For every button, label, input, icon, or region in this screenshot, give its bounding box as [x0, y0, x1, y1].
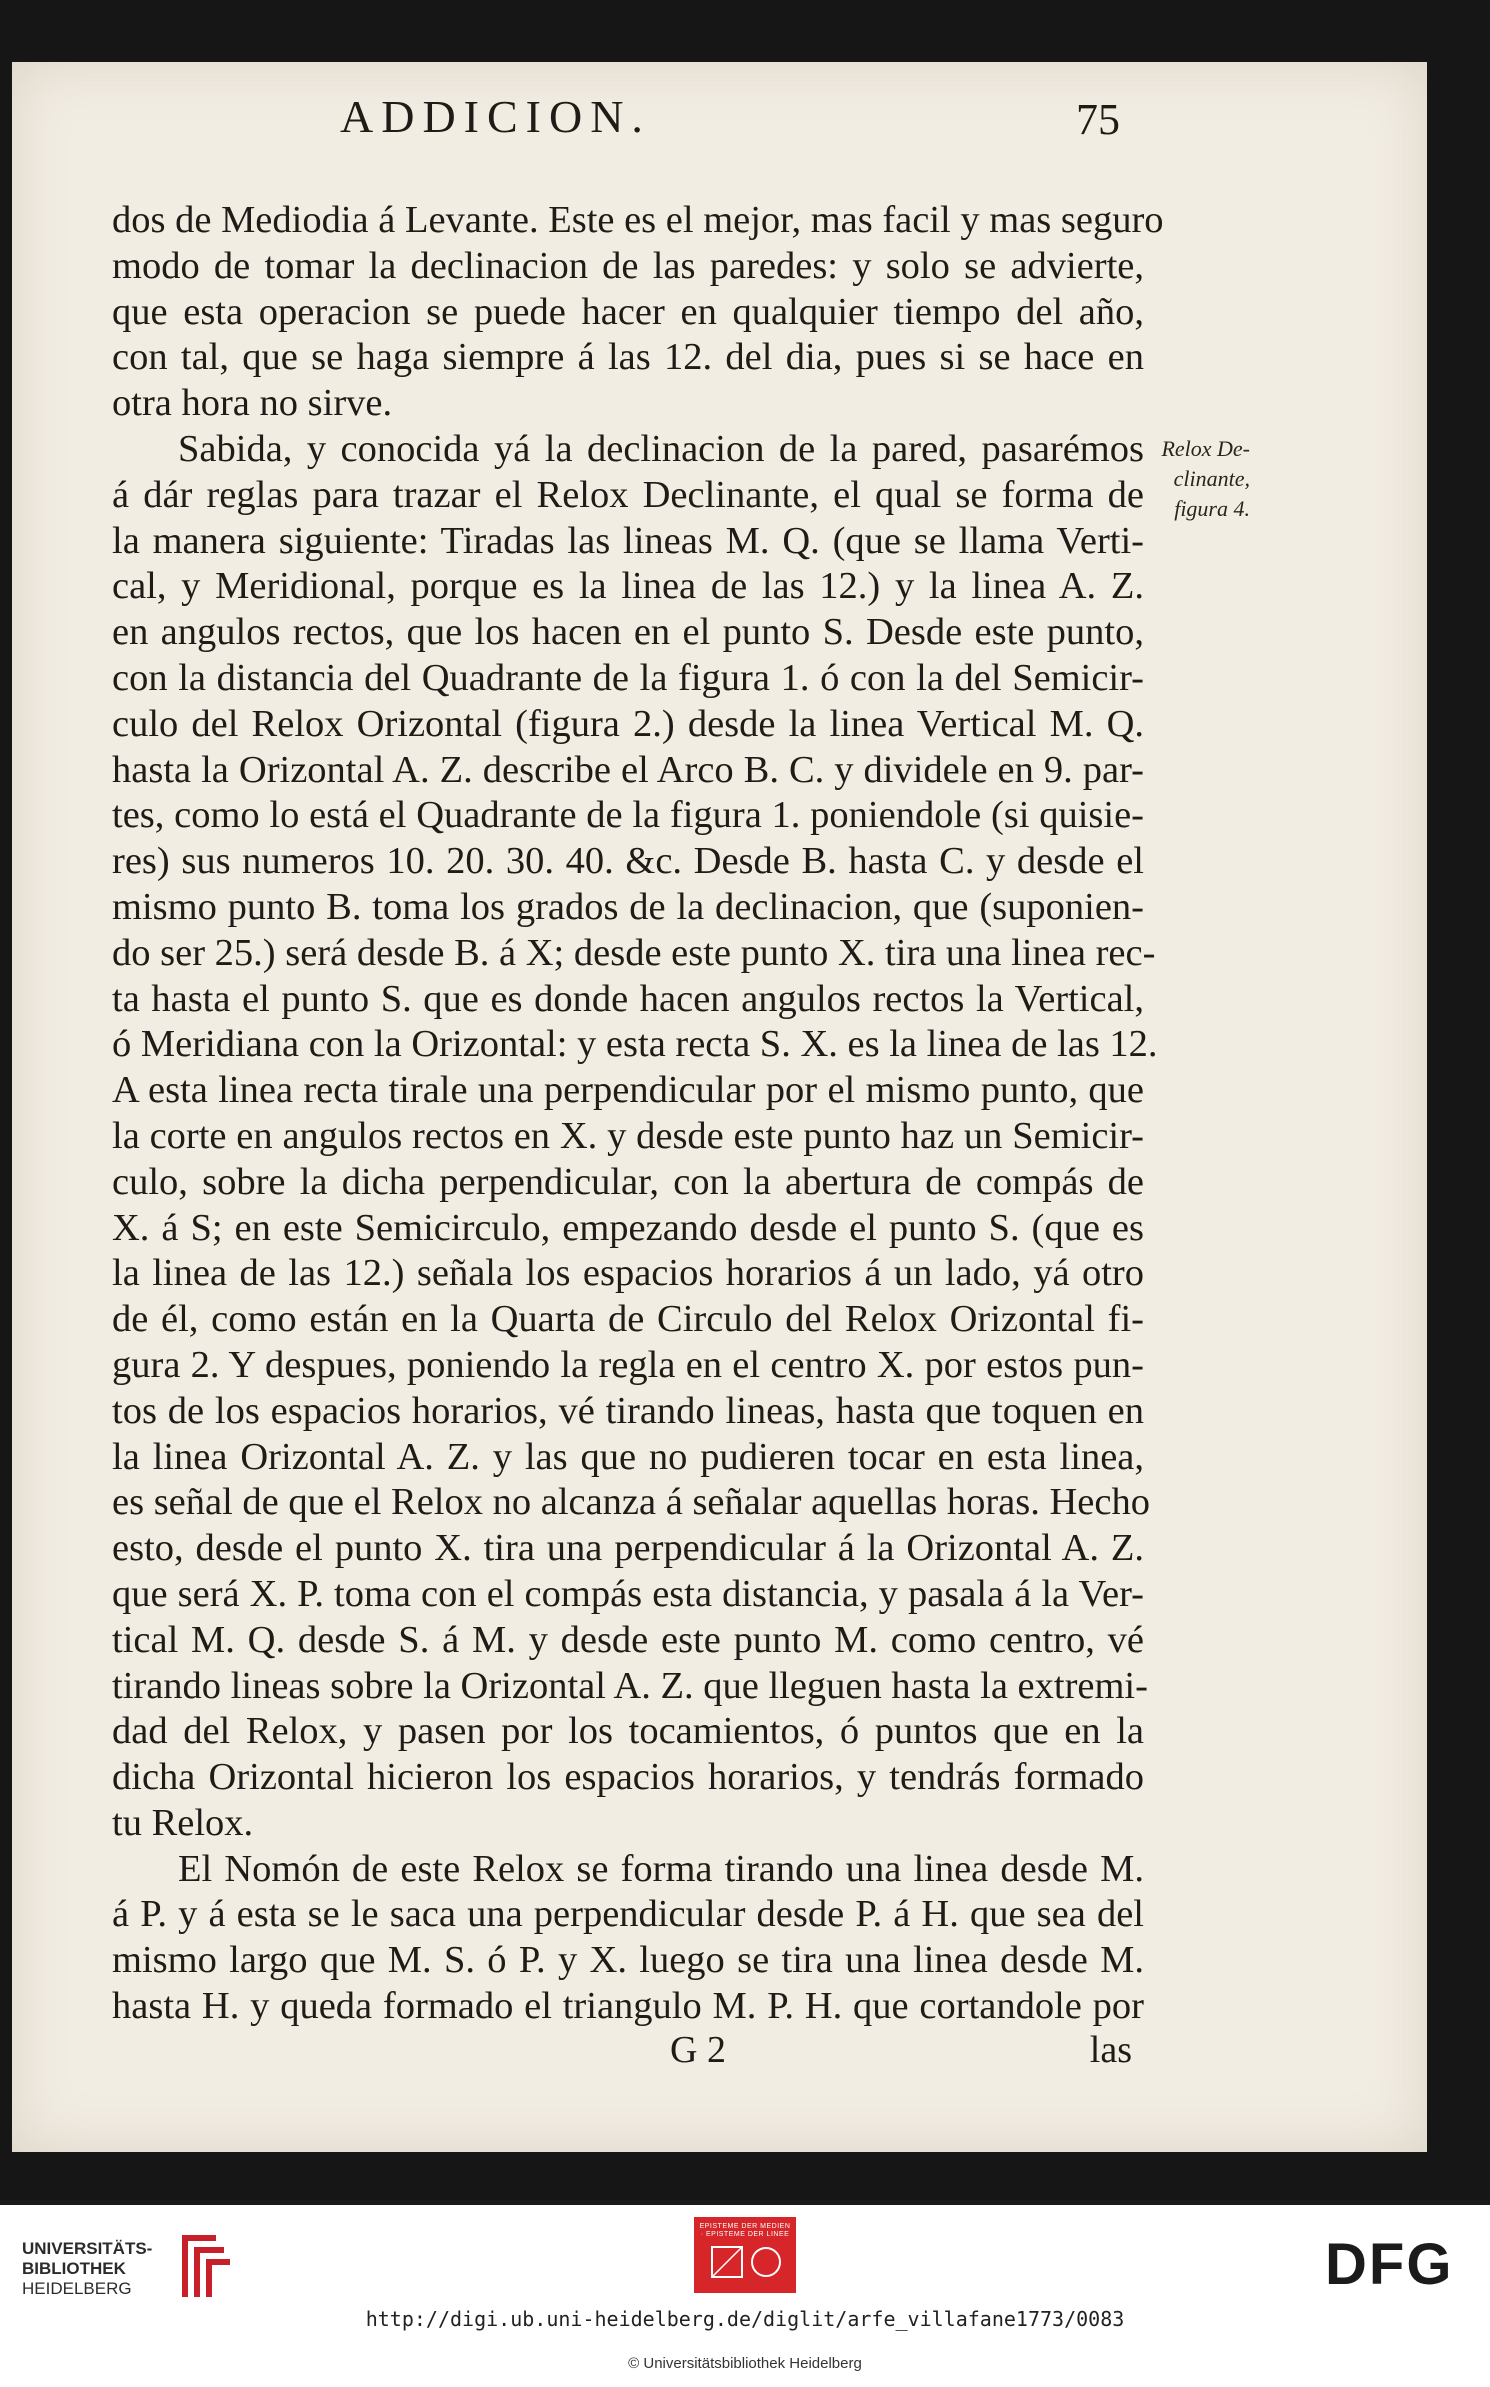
text-line: es señal de que el Relox no alcanza á señalar aquellas horas. Hecho: [112, 1481, 1150, 1524]
text-line: tirando lineas sobre la Orizontal A. Z. que lleguen hasta la extremi-: [112, 1664, 1148, 1707]
text-line: tos de los espacios horarios, vé tirando lineas, hasta que toquen en: [112, 1389, 1144, 1432]
project-logo[interactable]: [694, 2217, 796, 2293]
text-line: culo, sobre la dicha perpendicular, con la abertura de compás de: [112, 1160, 1144, 1203]
project-emblem-icon: [694, 2217, 796, 2293]
permalink-url[interactable]: http://digi.ub.uni-heidelberg.de/diglit/arfe_villafane1773/0083: [365, 2307, 1125, 2331]
library-emblem-icon: [172, 2227, 232, 2303]
text-line: ó Meridiana con la Orizontal: y esta recta S. X. es la linea de las 12.: [112, 1023, 1158, 1066]
text-line: cal, y Meridional, porque es la linea de las 12.) y la linea A. Z.: [112, 565, 1144, 608]
page-footer: [112, 2028, 1144, 2078]
marginal-note-line: figura 4.: [1174, 496, 1250, 521]
copyright-notice: © Universitätsbibliothek Heidelberg: [628, 2355, 862, 2372]
university-library-logo[interactable]: [22, 2225, 232, 2305]
library-name-line: UNIVERSITÄTS-: [22, 2239, 153, 2258]
text-line: con tal, que se haga siempre á las 12. del dia, pues si se hace en: [112, 336, 1144, 379]
text-line: A esta linea recta tirale una perpendicular por el mismo punto, que: [112, 1069, 1144, 1112]
project-logo-text: EPISTEME DER MEDIEN · EPISTEME DER LINEE: [699, 2223, 791, 2238]
text-line: dicha Orizontal hicieron los espacios horarios, y tendrás formado: [112, 1756, 1144, 1799]
text-line: la linea de las 12.) señala los espacios horarios á un lado, yá otro: [112, 1252, 1144, 1295]
page-number: 75: [1076, 95, 1120, 144]
text-line: modo de tomar la declinacion de las paredes: y solo se advierte,: [112, 244, 1144, 287]
text-line: tes, como lo está el Quadrante de la figura 1. poniendole (si quisie-: [112, 794, 1144, 837]
text-line: esto, desde el punto X. tira una perpendicular á la Orizontal A. Z.: [112, 1527, 1144, 1570]
library-name: [22, 2239, 152, 2299]
text-line: la manera siguiente: Tiradas las lineas M. Q. (que se llama Verti-: [112, 519, 1144, 562]
text-line: que esta operacion se puede hacer en qualquier tiempo del año,: [112, 290, 1144, 333]
text-line: á dár reglas para trazar el Relox Declinante, el qual se forma de: [112, 473, 1144, 516]
text-line: la linea Orizontal A. Z. y las que no pudieren tocar en esta linea,: [112, 1435, 1144, 1478]
text-line: culo del Relox Orizontal (figura 2.) desde la linea Vertical M. Q.: [112, 702, 1144, 745]
dfg-logo-text: DFG: [1325, 2232, 1454, 2297]
text-line: tu Relox.: [112, 1801, 254, 1844]
text-line: hasta la Orizontal A. Z. describe el Arco B. C. y dividele en 9. par-: [112, 748, 1144, 791]
text-line: que será X. P. toma con el compás esta distancia, y pasala á la Ver-: [112, 1572, 1144, 1615]
text-line: tical M. Q. desde S. á M. y desde este punto M. como centro, vé: [112, 1618, 1144, 1661]
body-text: [112, 198, 1164, 2030]
text-line: la corte en angulos rectos en X. y desde este punto haz un Semicir-: [112, 1114, 1144, 1157]
text-line: con la distancia del Quadrante de la figura 1. ó con la del Semicir-: [112, 656, 1144, 699]
page-header: [340, 82, 1120, 152]
text-line: de él, como están en la Quarta de Circulo del Relox Orizontal fi-: [112, 1298, 1144, 1341]
text-line: res) sus numeros 10. 20. 30. 40. &c. Desde B. hasta C. y desde el: [112, 840, 1144, 883]
text-line: hasta H. y queda formado el triangulo M. P. H. que cortandole por: [112, 1985, 1144, 2028]
text-line: X. á S; en este Semicirculo, empezando desde el punto S. (que es: [112, 1206, 1144, 1249]
viewer-footer-bar: [0, 2205, 1490, 2387]
text-line: ta hasta el punto S. que es donde hacen angulos rectos la Vertical,: [112, 977, 1144, 1020]
library-name-line: HEIDELBERG: [22, 2279, 132, 2298]
text-line: dos de Mediodia á Levante. Este es el mejor, mas facil y mas seguro: [112, 199, 1164, 241]
marginal-note: [1140, 434, 1250, 524]
text-line: en angulos rectos, que los hacen en el punto S. Desde este punto,: [112, 611, 1144, 654]
text-line: otra hora no sirve.: [112, 382, 393, 425]
marginal-note-line: clinante,: [1173, 466, 1250, 491]
signature-mark: G 2: [670, 2029, 726, 2071]
marginal-note-line: Relox De-: [1161, 436, 1250, 461]
text-line: El Nomón de este Relox se forma tirando una linea desde M.: [178, 1847, 1144, 1890]
running-title: ADDICION.: [340, 91, 651, 142]
text-line: Sabida, y conocida yá la declinacion de la pared, pasarémos: [178, 427, 1144, 470]
text-line: mismo largo que M. S. ó P. y X. luego se tira una linea desde M.: [112, 1939, 1144, 1982]
catchword: las: [1089, 2029, 1132, 2071]
text-line: dad del Relox, y pasen por los tocamientos, ó puntos que en la: [112, 1710, 1144, 1753]
text-line: á P. y á esta se le saca una perpendicular desde P. á H. que sea del: [112, 1893, 1144, 1936]
text-line: mismo punto B. toma los grados de la declinacion, que (suponien-: [112, 885, 1144, 928]
dfg-logo[interactable]: [1325, 2232, 1465, 2297]
library-name-line: BIBLIOTHEK: [22, 2259, 126, 2278]
text-line: gura 2. Y despues, poniendo la regla en el centro X. por estos pun-: [112, 1343, 1144, 1386]
text-line: do ser 25.) será desde B. á X; desde este punto X. tira una linea rec-: [112, 931, 1156, 974]
